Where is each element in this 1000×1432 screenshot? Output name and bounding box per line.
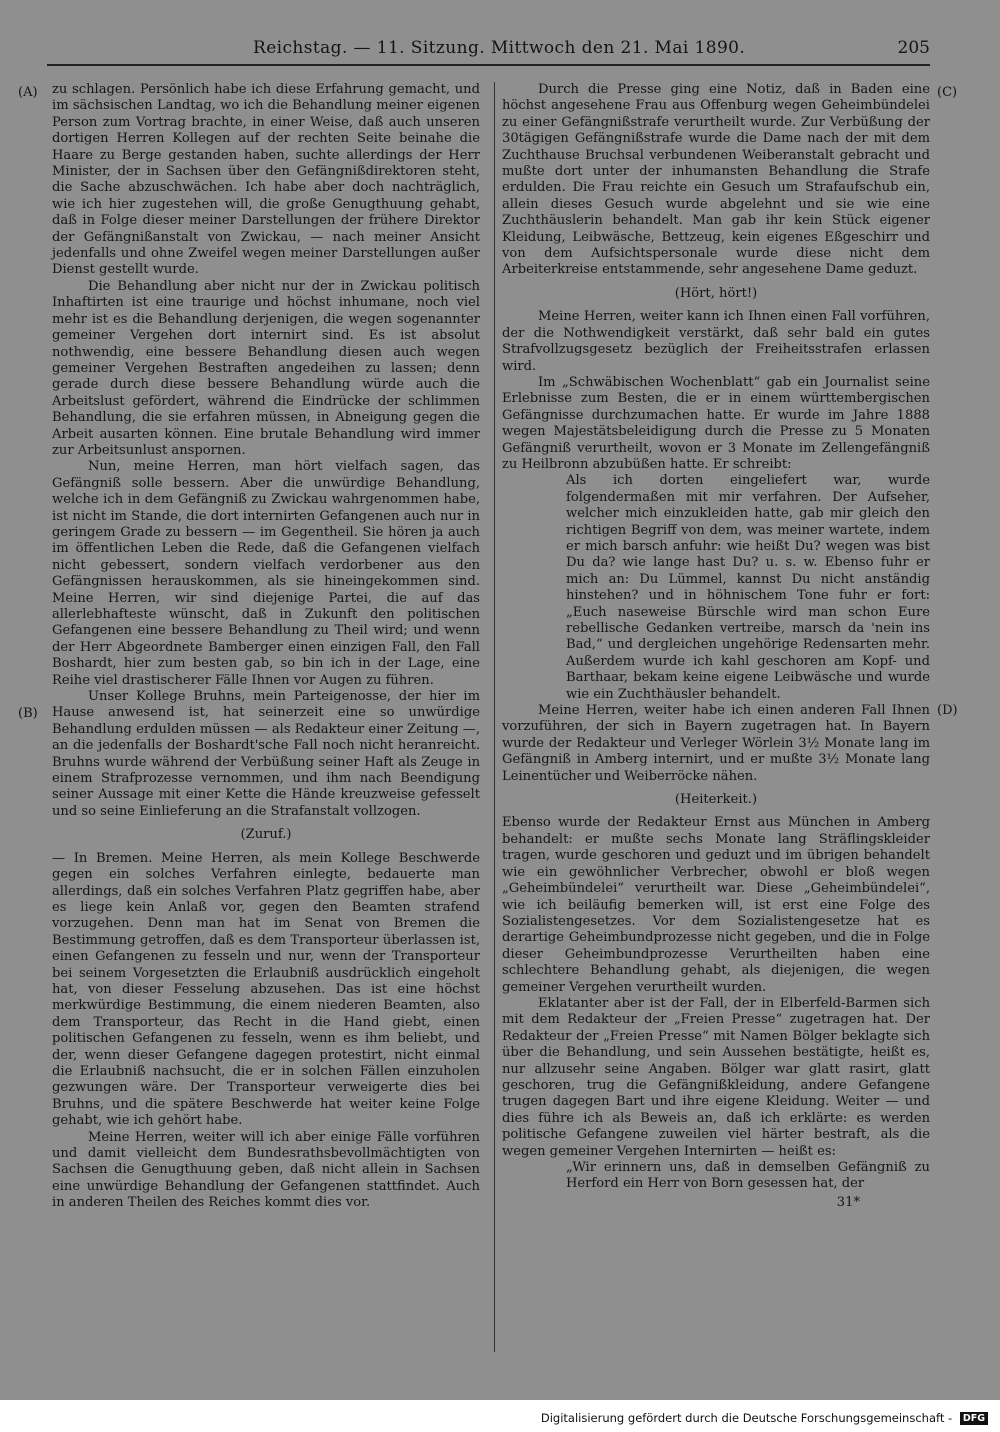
left-column (52, 82, 480, 1212)
page-number: 205 (897, 38, 930, 58)
dfg-logo: DFG (960, 1412, 988, 1425)
right-column-paragraph: Meine Herren, weiter habe ich einen anderen Fall Ihnen vorzuführen, der sich in Bayern zugetragen hat. In Bayern wurde der Redakteur und Verleger Wörlein 3½ Monate lang im Gefängniß in Amberg internirt, und er mußte 3½ Monate lang Leinentücher und Weiberröcke nähen. (502, 703, 930, 784)
right-column-paragraph: Eklatanter aber ist der Fall, der in Elberfeld-Barmen sich mit dem Redakteur der „Freien Presse“ zugetragen hat. Der Redakteur der „Freien Presse“ mit Namen Bölger beklagte sich über die Behandlung, und sein Aussehen bestätigte, heißt es, nur allzusehr seine Angaben. Bölger war glatt rasirt, glatt geschoren, trug die Gefängnißkleidung, andere Gefangene trugen dagegen Bart und ihre eigene Kleidung. Weiter — und dies führe ich als Beweis an, daß ich erklärte: es werden politische Gefangene zuweilen viel härter bestraft, als die wegen gemeiner Vergehen Internirten — heißt es: (502, 995, 930, 1159)
running-header: Reichstag. — 11. Sitzung. Mittwoch den 21. Mai 1890. (253, 38, 746, 58)
margin-marker-b: (B) (18, 706, 38, 721)
left-column-paragraph: — In Bremen. Meine Herren, als mein Kollege Beschwerde gegen ein solches Verfahren einlegte, bedauerte man allerdings, daß ein solches Verfahren Platz gegriffen habe, aber es liege kein Anlaß vor, gegen den Beamten strafend vorzugehen. Denn man hat im Senat von Bremen die Bestimmung getroffen, daß es dem Transporteur überlassen ist, einen Gefangenen zu fesseln und nur, wenn der Transporteur bei seinem Vorgesetzten die Erlaubniß ausdrücklich eingeholt hat, von dieser Fesselung abzusehen. Das ist eine höchst merkwürdige Bestimmung, die einem niederen Beamten, also dem Transporteur, das Recht in die Hand giebt, einen politischen Gefangenen zu fesseln, wenn es ihm beliebt, und der, wenn dieser Gefangene dagegen protestirt, nicht einmal die Erlaubniß nachsucht, die er in solchen Fällen einzuholen gezwungen wäre. Der Transporteur verweigerte dies bei Bruhns, und die spätere Beschwerde hat weiter keine Folge gehabt, wie ich gehört habe. (52, 850, 480, 1129)
right-column-paragraph: Durch die Presse ging eine Notiz, daß in Baden eine höchst angesehene Frau aus Offenburg wegen Geheimbündelei zu einer Gefängnißstrafe verurtheilt wurde. Zur Verbüßung der 30tägigen Gefängnißstrafe wurde die Dame nach der mit dem Zuchthause Bruchsal verbundenen Weiberanstalt gebracht und mußte dort unter der inhumansten Behandlung die Strafe erdulden. Die Frau reichte ein Gesuch um Strafaufschub ein, allein dieses Gesuch wurde abgelehnt und sie wie eine Zuchthäuslerin behandelt. Man gab ihr kein Stück eigener Kleidung, Leibwäsche, Bettzeug, kein eigenes Eßgeschirr und von dem Aufsichtspersonale wurde diese nicht dem Arbeiterkreise entstammende, sehr angesehene Dame geduzt. (502, 82, 930, 278)
right-column-paragraph: Meine Herren, weiter kann ich Ihnen einen Fall vorführen, der die Nothwendigkeit verstärkt, daß sehr bald ein gutes Strafvollzugsgesetz bezüglich der Freiheitsstrafen erlassen wird. (502, 309, 930, 374)
right-column-paragraph: „Wir erinnern uns, daß in demselben Gefängniß zu Herford ein Herr von Born gesessen hat, der (566, 1160, 930, 1192)
right-column-paragraph: Als ich dorten eingeliefert war, wurde folgendermaßen mit mir verfahren. Der Aufseher, welcher mich einzukleiden hatte, gab mir gleich den richtigen Begriff von dem, was meiner wartete, indem er mich barsch anfuhr: wie heißt Du? wegen was bist Du da? wie lange hast Du? u. s. w. Ebenso fuhr er mich an: Du Lümmel, kannst Du nicht anständig hinstehen? und in höhnischem Tone fuhr er fort: „Euch naseweise Bürschle wird man schon Eure rebellische Gedanken vertreibe, marsch da 'nein ins Bad,“ und dergleichen ungehörige Redensarten mehr. Außerdem wurde ich kahl geschoren am Kopf- und Barthaar, bekam keine eigene Leibwäsche und wurde wie ein Zuchthäusler behandelt. (566, 473, 930, 702)
left-column-paragraph: zu schlagen. Persönlich habe ich diese Erfahrung gemacht, und im sächsischen Landtag, wo ich die Behandlung meiner eigenen Person zum Vortrag brachte, in einer Weise, daß auch unseren dortigen Herren Kollegen auf der rechten Seite beinahe die Haare zu Berge gestanden haben, suchte allerdings der Herr Minister, der in Sachsen über den Gefängnißdirektoren steht, die Sache abzuschwächen. Ich habe aber doch nachträglich, wie ich hier zugestehen will, die große Genugthuung gehabt, daß in Folge dieser meiner Darstellungen der frühere Direktor der Gefängnißanstalt von Zwickau, — nach meiner Ansicht jedenfalls und ohne Zweifel wegen meiner Darstellungen außer Dienst gestellt wurde. (52, 82, 480, 278)
left-column-paragraph: Unser Kollege Bruhns, mein Parteigenosse, der hier im Hause anwesend ist, hat seinerzeit eine so unwürdige Behandlung erdulden müssen — als Redakteur einer Zeitung —, an die jedenfalls der Boshardt'sche Fall noch nicht heranreicht. Bruhns wurde während der Verbüßung seiner Haft als Zeuge in einem Strafprozesse vernommen, und ihm nach Beendigung seiner Aussage mit einer Kette die Hände kreuzweise gefesselt und so seine Einlieferung an die Strafanstalt vollzogen. (52, 689, 480, 819)
right-column-paragraph: Ebenso wurde der Redakteur Ernst aus München in Amberg behandelt: er mußte sechs Monate lang Sträflingskleider tragen, wurde geschoren und geduzt und im übrigen behandelt wie ein gewöhnlicher Verbrecher, obwohl er bloß wegen „Geheimbündelei“ verurtheilt war. Diese „Geheimbündelei“, wie ich beiläufig bemerken will, ist erst eine Folge des Sozialistengesetzes. Vor dem Sozialistengesetze hat es derartige Geheimbundprozesse nicht gegeben, und die in Folge dieser Geheimbundprozesse Verurtheilten haben eine schlechtere Behandlung gehabt, als diejenigen, die wegen gemeiner Vergehen verurtheilt wurden. (502, 815, 930, 995)
footer-text: Digitalisierung gefördert durch die Deutsche Forschungsgemeinschaft - (540, 1411, 953, 1425)
left-column-paragraph: (Zuruf.) (240, 827, 292, 843)
margin-marker-d: (D) (937, 703, 958, 718)
right-column-paragraph: Im „Schwäbischen Wochenblatt“ gab ein Journalist seine Erlebnisse zum Besten, die er in einem württembergischen Gefängnisse durchzumachen hatte. Er wurde im Jahre 1888 wegen Majestätsbeleidigung durch die Presse zu 5 Monaten Gefängniß verurtheilt, wovon er 3 Monate im Zellengefängniß zu Heilbronn abzubüßen hatte. Er schreibt: (502, 374, 930, 472)
header-rule (47, 64, 930, 66)
column-divider (494, 82, 495, 1352)
left-column-paragraph: Nun, meine Herren, man hört vielfach sagen, das Gefängniß solle bessern. Aber die unwürdige Behandlung, welche ich in dem Gefängniß zu Zwickau wahrgenommen habe, ist nicht im Stande, die dort internirten Gefangenen auch nur in geringem Grade zu bessern — im Gegentheil. Sie hören ja auch im öffentlichen Leben die Rede, daß die Gefangenen vielfach nicht gebessert, sondern vielfach verdorbener aus den Gefängnissen herauskommen, als sie hineingekommen sind. Meine Herren, wir sind diejenige Partei, die auf das allerlebhafteste wünscht, daß in Zukunft den politischen Gefangenen eine bessere Behandlung zu Theil wird; und wenn der Herr Abgeordnete Bamberger einen einzigen Fall, den Fall Boshardt, hier zum besten gab, so bin ich in der Lage, eine Reihe viel drastischerer Fälle Ihnen vor Augen zu führen. (52, 459, 480, 688)
margin-marker-c: (C) (937, 85, 958, 100)
right-column-paragraph: 31* (836, 1194, 860, 1210)
margin-marker-a: (A) (18, 85, 38, 100)
footer-credit (541, 1411, 988, 1425)
right-column-paragraph: (Hört, hört!) (674, 285, 758, 301)
right-column (502, 82, 930, 1211)
right-column-paragraph: (Heiterkeit.) (674, 792, 758, 808)
left-column-paragraph: Meine Herren, weiter will ich aber einige Fälle vorführen und damit vielleicht dem Bundesrathsbevollmächtigten von Sachsen die Genugthuung geben, daß nicht allein in Sachsen eine unwürdige Behandlung der Gefangenen stattfindet. Auch in anderen Theilen des Reiches kommt dies vor. (52, 1129, 480, 1211)
left-column-paragraph: Die Behandlung aber nicht nur der in Zwickau politisch Inhaftirten ist eine traurige und höchst inhumane, noch viel mehr ist es die Behandlung derjenigen, die wegen sogenannter gemeiner Vergehen dort internirt sind. Es ist absolut nothwendig, eine bessere Behandlung diesen auch wegen gemeiner Vergehen Bestraften angedeihen zu lassen; denn gerade durch diese bessere Behandlung würde auch die Arbeitslust gefördert, während die Eindrücke der schlimmen Behandlung, die sie erfahren müssen, in Abneigung gegen die Arbeit ausarten können. Eine brutale Behandlung wird immer zur Arbeitsunlust anspornen. (52, 278, 480, 458)
